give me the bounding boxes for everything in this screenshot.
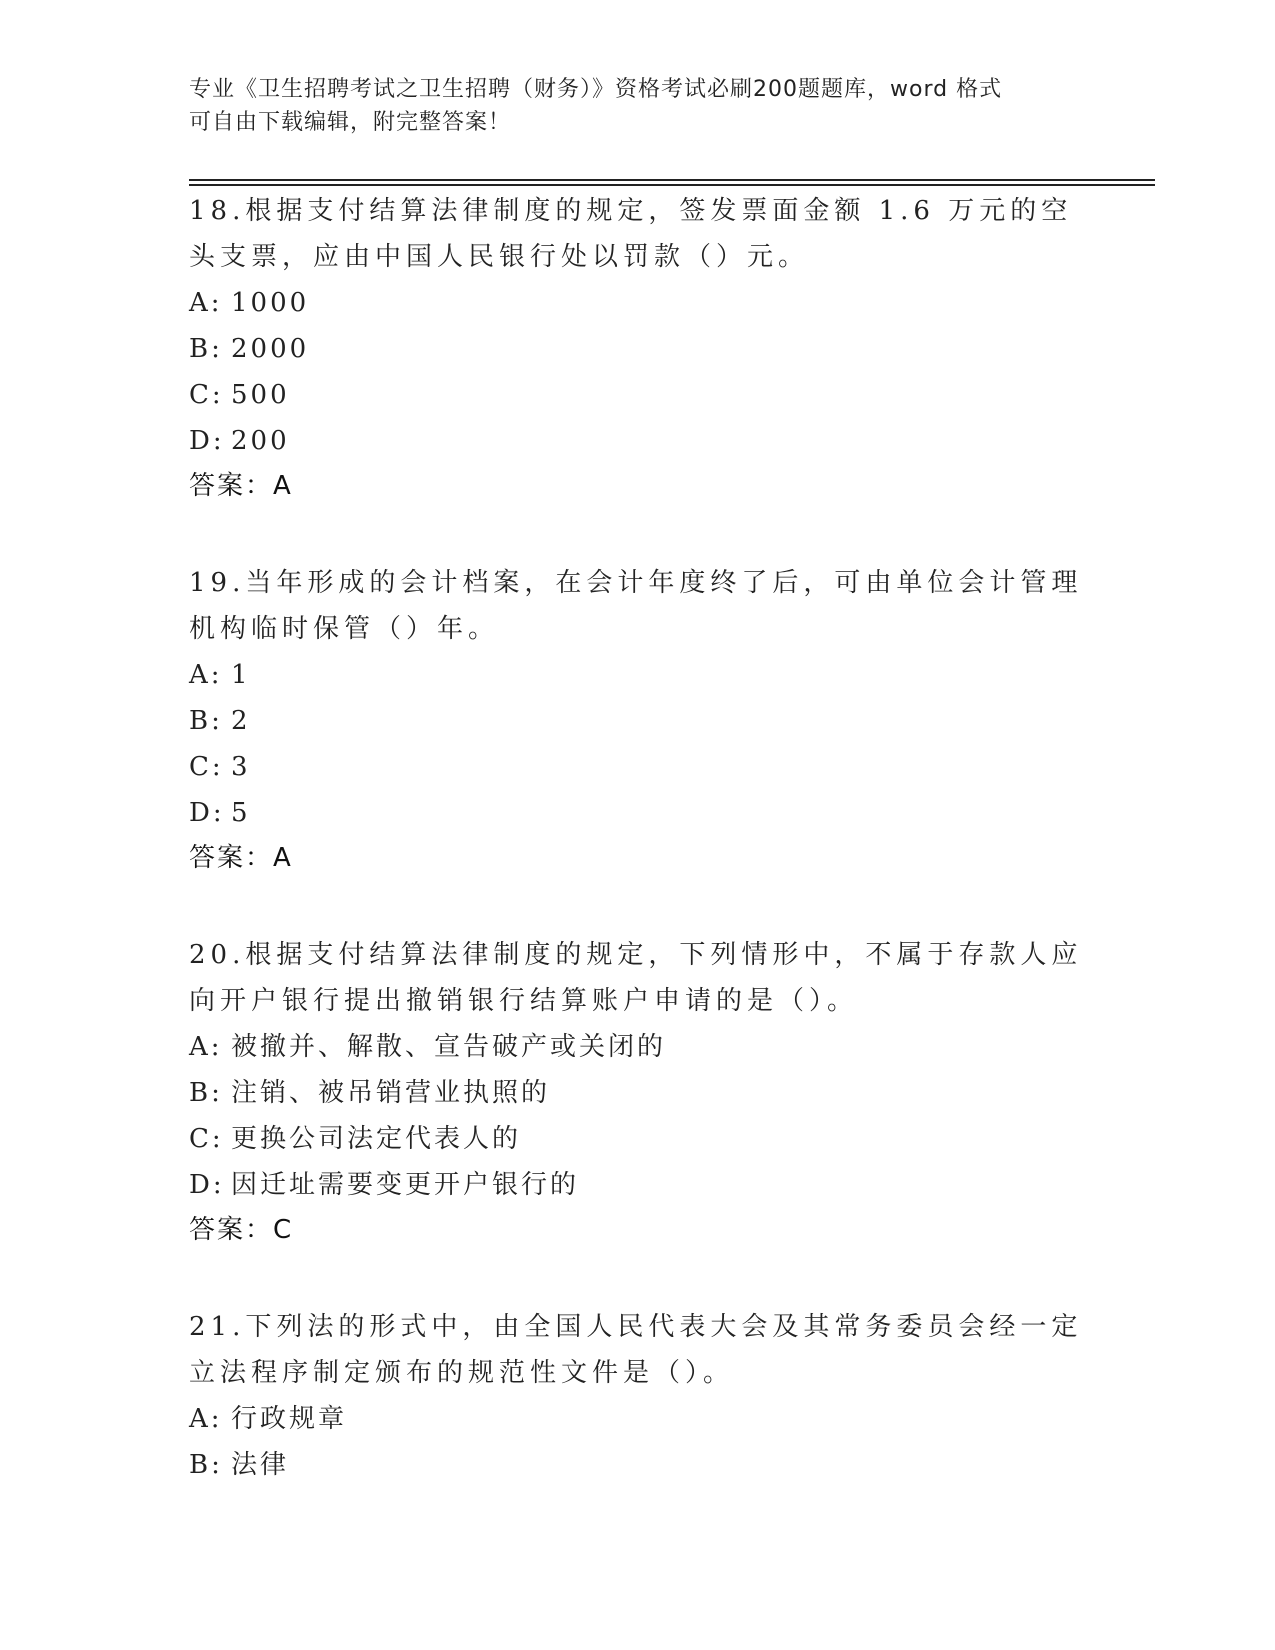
option-b <box>189 698 1089 744</box>
option-text: 3 <box>231 752 251 782</box>
option-text: 因迁址需要变更开户银行的 <box>231 1170 580 1200</box>
option-text: 500 <box>231 380 290 410</box>
question-20 <box>189 932 1089 1252</box>
option-letter: B: <box>189 334 223 364</box>
header-line-1: 专业《卫生招聘考试之卫生招聘（财务）》资格考试必刷200题题库，word 格式 <box>189 77 1003 102</box>
option-a <box>189 280 1089 326</box>
option-letter: A: <box>189 1404 223 1434</box>
option-text: 5 <box>231 798 251 828</box>
option-text: 法律 <box>231 1450 290 1480</box>
option-b <box>189 1442 1089 1488</box>
option-letter: C: <box>189 380 224 410</box>
option-d <box>189 790 1089 836</box>
option-letter: A: <box>189 288 223 318</box>
question-stem: 19.当年形成的会计档案，在会计年度终了后，可由单位会计管理机构临时保管（）年。 <box>189 568 1083 644</box>
option-b <box>189 326 1089 372</box>
option-text: 1000 <box>231 288 310 318</box>
option-c <box>189 744 1089 790</box>
option-c <box>189 1116 1089 1162</box>
question-stem: 20.根据支付结算法律制度的规定，下列情形中，不属于存款人应向开户银行提出撤销银行结算账户申请的是（）。 <box>189 940 1083 1016</box>
answer-line: 答案：C <box>189 1215 294 1245</box>
answer-line: 答案：A <box>189 471 293 501</box>
question-18 <box>189 188 1089 508</box>
option-letter: C: <box>189 1124 224 1154</box>
option-text: 被撤并、解散、宣告破产或关闭的 <box>231 1032 667 1062</box>
header-divider-top <box>189 179 1155 181</box>
option-letter: B: <box>189 706 223 736</box>
option-d <box>189 1162 1089 1208</box>
document-header <box>189 73 1089 139</box>
option-text: 1 <box>231 660 251 690</box>
option-letter: B: <box>189 1078 223 1108</box>
question-19 <box>189 560 1089 880</box>
option-b <box>189 1070 1089 1116</box>
question-21 <box>189 1304 1089 1488</box>
option-text: 2 <box>231 706 251 736</box>
option-letter: C: <box>189 752 224 782</box>
option-a <box>189 1396 1089 1442</box>
option-c <box>189 372 1089 418</box>
option-letter: D: <box>189 426 225 456</box>
option-letter: B: <box>189 1450 223 1480</box>
option-a <box>189 1024 1089 1070</box>
question-stem: 21.下列法的形式中，由全国人民代表大会及其常务委员会经一定立法程序制定颁布的规范性文件是（）。 <box>189 1312 1083 1388</box>
option-letter: D: <box>189 798 225 828</box>
option-text: 注销、被吊销营业执照的 <box>231 1078 551 1108</box>
option-text: 更换公司法定代表人的 <box>231 1124 522 1154</box>
answer-line: 答案：A <box>189 843 293 873</box>
header-divider-bottom <box>189 184 1155 186</box>
option-a <box>189 652 1089 698</box>
option-d <box>189 418 1089 464</box>
header-line-2: 可自由下载编辑，附完整答案！ <box>189 110 512 135</box>
question-list <box>189 188 1089 1540</box>
option-letter: D: <box>189 1170 225 1200</box>
option-letter: A: <box>189 1032 223 1062</box>
option-text: 2000 <box>231 334 310 364</box>
option-text: 200 <box>231 426 290 456</box>
option-letter: A: <box>189 660 223 690</box>
option-text: 行政规章 <box>231 1404 348 1434</box>
question-stem: 18.根据支付结算法律制度的规定，签发票面金额 1.6 万元的空头支票，应由中国人民银行处以罚款（）元。 <box>189 196 1073 272</box>
